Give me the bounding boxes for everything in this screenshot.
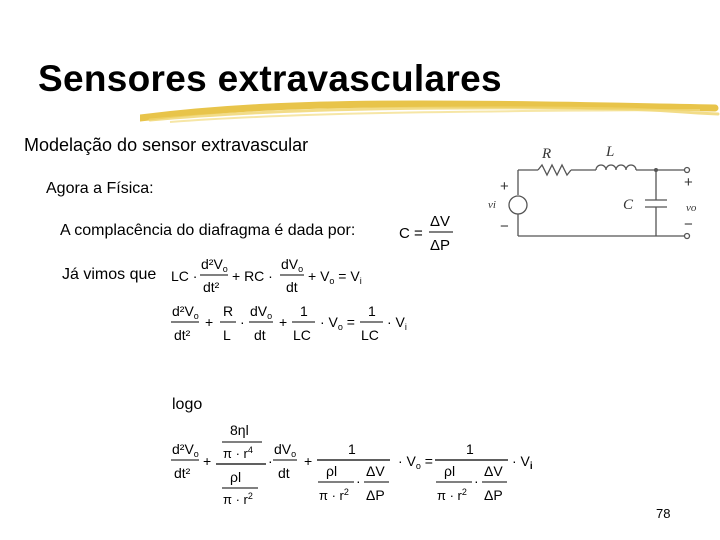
svg-text:d²Vo: $d^2V_o$ [172, 303, 199, 321]
svg-text:1: 1 [348, 441, 356, 457]
svg-text:ρl: ρl [230, 469, 242, 485]
title-underline [140, 96, 720, 130]
svg-text:π · r4: $\pi \cdot r^4$ [223, 445, 253, 461]
svg-text:ΔV: ΔV [366, 463, 385, 479]
output-terminal-top [685, 168, 690, 173]
svg-text:LC ·: LC · [171, 268, 198, 284]
svg-text:dt: dt [254, 327, 266, 343]
svg-text:LC: LC [293, 327, 311, 343]
svg-text:· Vo =: · $V_o$ = [398, 453, 433, 471]
inductor-symbol [596, 165, 636, 170]
svg-text:L: L [223, 327, 231, 343]
svg-text:ρl: ρl [326, 463, 338, 479]
svg-text:ΔP: ΔP [484, 487, 503, 503]
output-plus: + [684, 174, 693, 191]
junction-dot [654, 168, 658, 172]
svg-text:dt²: dt² [174, 327, 191, 343]
output-minus: − [684, 216, 693, 233]
compliance-equation [398, 210, 458, 254]
circuit-diagram [488, 138, 710, 250]
svg-text:· Vo =: · $V_o$ = [320, 314, 355, 332]
svg-text:·: · [356, 473, 361, 489]
svg-text:dVo: $dV_o$ [281, 256, 304, 274]
svg-text:+ Vo = Vi: + $V_o = V_i$ [308, 268, 362, 286]
normalized-equation [170, 300, 410, 346]
svg-text:dVo: $dV_o$ [250, 303, 273, 321]
compliance-text: A complacência do diafragma é dada por: [60, 222, 356, 239]
svg-text:· Vi: · $V_i$ [512, 453, 533, 472]
output-terminal-bottom [685, 234, 690, 239]
circuit-wires [509, 165, 690, 239]
svg-text:+: + [304, 453, 313, 469]
svg-text:dt: dt [286, 279, 298, 295]
svg-text:π · r2: $\pi \cdot r^2$ [223, 491, 253, 507]
final-equation [170, 418, 540, 510]
physics-heading: Agora a Física: [46, 180, 154, 197]
svg-text:·: · [474, 473, 479, 489]
svg-text:·: · [240, 314, 245, 330]
svg-text:8ηl: 8ηl [230, 422, 249, 438]
svg-text:ΔP: ΔP [366, 487, 385, 503]
svg-text:1: 1 [300, 303, 308, 319]
svg-text:dt²: dt² [174, 465, 191, 481]
svg-text:dVo: $dV_o$ [274, 441, 297, 459]
section-subtitle: Modelação do sensor extravascular [24, 135, 309, 155]
input-minus: − [500, 218, 509, 235]
svg-text:ΔV: ΔV [484, 463, 503, 479]
svg-text:ΔV: ΔV [430, 213, 451, 230]
svg-text:π · r2: $\pi \cdot r^2$ [319, 487, 349, 503]
svg-text:dt: dt [278, 465, 290, 481]
svg-text:π · r2: $\pi \cdot r^2$ [437, 487, 467, 503]
svg-text:C =: C = [399, 225, 423, 242]
svg-text:+: + [279, 314, 288, 330]
output-label: vo [686, 202, 697, 214]
svg-text:LC: LC [361, 327, 379, 343]
svg-text:+ RC ·: + RC · [232, 268, 273, 284]
svg-text:ρl: ρl [444, 463, 456, 479]
svg-text:d²Vo: $d^2V_o$ [172, 441, 199, 459]
svg-text:+: + [203, 453, 212, 469]
svg-text:dt²: dt² [203, 279, 220, 295]
page-number: 78 [656, 506, 671, 521]
capacitor-label: C [623, 197, 634, 213]
second-order-equation [170, 254, 380, 300]
resistor-label: R [542, 146, 552, 162]
input-plus: + [500, 178, 509, 195]
svg-text:+: + [205, 314, 214, 330]
input-label: vi [488, 199, 496, 211]
svg-text:R: R [223, 303, 234, 319]
slide-title: Sensores extravasculares [38, 58, 502, 99]
voltage-source [509, 196, 527, 214]
resistor-symbol [538, 165, 571, 175]
svg-text:· Vi: · $V_i$ [387, 314, 407, 332]
logo-text: logo [172, 396, 203, 413]
svg-text:1: 1 [466, 441, 474, 457]
svg-text:ΔP: ΔP [430, 237, 451, 254]
svg-text:·: · [268, 453, 273, 469]
svg-text:1: 1 [368, 303, 376, 319]
inductor-label: L [606, 144, 615, 160]
svg-text:d²Vo: $d^2V_o$ [201, 256, 228, 274]
seen-text: Já vimos que [62, 266, 157, 283]
